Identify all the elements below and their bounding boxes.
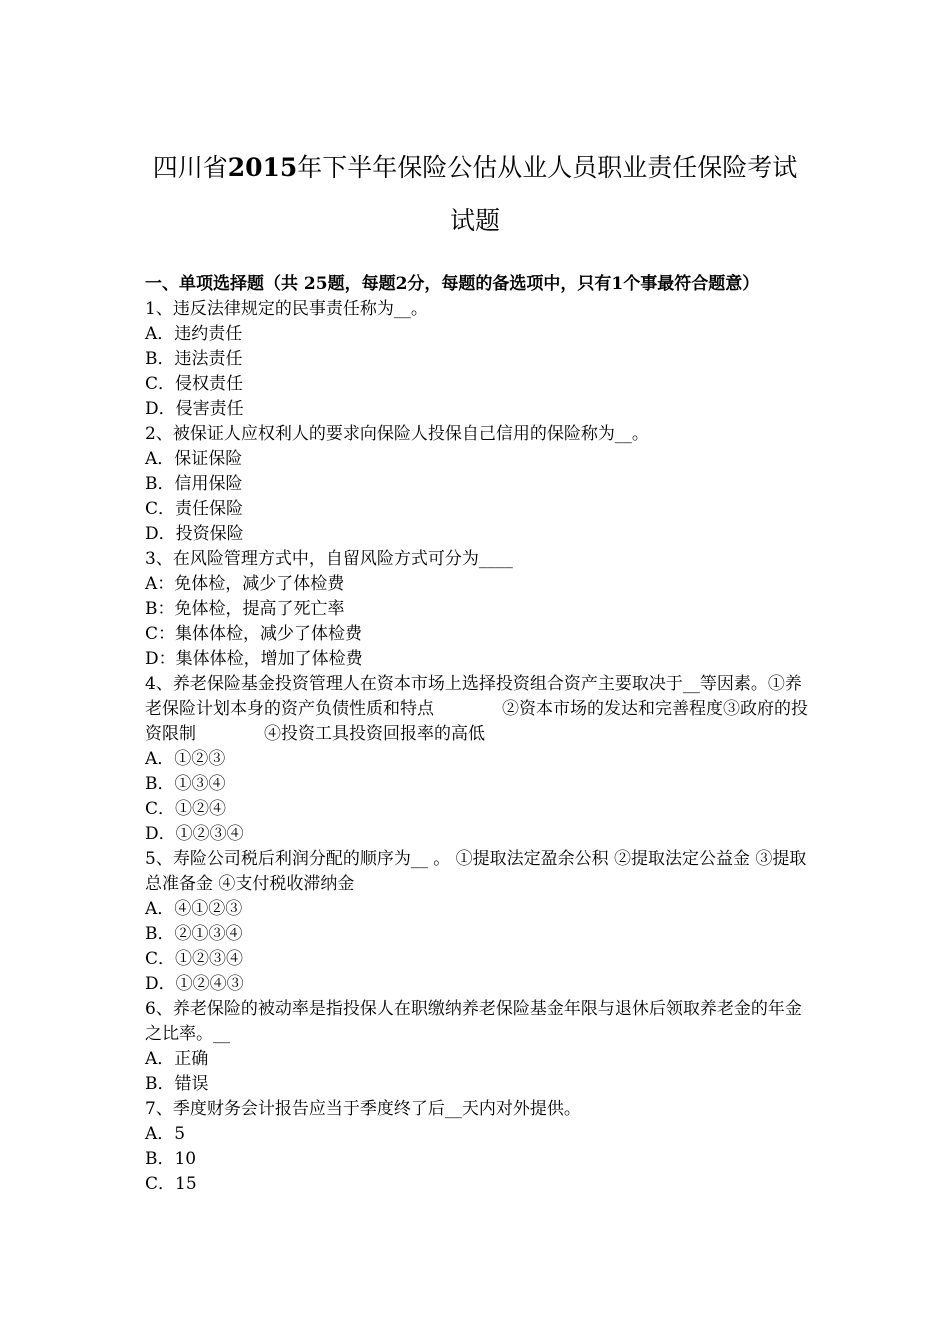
text-line: B．信用保险 xyxy=(145,474,243,494)
text-line: B．错误 xyxy=(145,1074,209,1094)
text-line: 4、养老保险基金投资管理人在资本市场上选择投资组合资产主要取决于__等因素。①养老保险计划本身的资产负债性质和特点 ②资本市场的发达和完善程度③政府的投资限制 ④投资工具投资回报率的高低 xyxy=(145,674,808,744)
text-line: D：集体体检，增加了体检费 xyxy=(145,649,363,669)
text-line: D．①②③④ xyxy=(145,824,244,844)
text-line: C．①②④ xyxy=(145,799,227,819)
text-line: B：免体检，提高了死亡率 xyxy=(145,599,345,619)
text-line: A．保证保险 xyxy=(145,449,243,469)
text-line: A．违约责任 xyxy=(145,324,243,344)
text-line: C．侵权责任 xyxy=(145,374,244,394)
text-line: A：免体检，减少了体检费 xyxy=(145,574,345,594)
section-heading: 一、单项选择题（共 25题，每题2分，每题的备选项中，只有1个事最符合题意） xyxy=(145,274,760,294)
text-line: 1、违反法律规定的民事责任称为__。 xyxy=(145,299,428,319)
text-line: 7、季度财务会计报告应当于季度终了后__天内对外提供。 xyxy=(145,1099,581,1119)
text-line: 5、寿险公司税后利润分配的顺序为__ 。 ①提取法定盈余公积 ②提取法定公益金 ③提取总准备金 ④支付税收滞纳金 xyxy=(145,849,807,894)
text-line: A．①②③ xyxy=(145,749,226,769)
text-line: B．①③④ xyxy=(145,774,226,794)
text-line: C．责任保险 xyxy=(145,499,244,519)
title-part2: 年下半年保险公估从业人员职业责任保险考试 xyxy=(297,153,798,182)
text-line: C：集体体检，减少了体检费 xyxy=(145,624,363,644)
text-line: B．违法责任 xyxy=(145,349,243,369)
text-line: B．②①③④ xyxy=(145,924,243,944)
text-line: 3、在风险管理方式中，自留风险方式可分为____ xyxy=(145,549,513,569)
text-line: C．①②③④ xyxy=(145,949,244,969)
text-line: D．侵害责任 xyxy=(145,399,244,419)
text-line: C．15 xyxy=(145,1174,197,1194)
title-year: 2015 xyxy=(227,153,298,182)
text-line: D．投资保险 xyxy=(145,524,244,544)
text-line: 6、养老保险的被动率是指投保人在职缴纳养老保险基金年限与退休后领取养老金的年金之比率。__ xyxy=(145,999,802,1044)
text-line: A．④①②③ xyxy=(145,899,243,919)
title-line2: 试题 xyxy=(449,206,500,235)
document-title xyxy=(130,148,820,241)
text-line: B．10 xyxy=(145,1149,197,1169)
text-line: A．5 xyxy=(145,1124,186,1144)
document-body xyxy=(145,272,810,1197)
title-part1: 四川省 xyxy=(152,153,228,182)
text-line: D．①②④③ xyxy=(145,974,244,994)
text-line: 2、被保证人应权利人的要求向保险人投保自己信用的保险称为__。 xyxy=(145,424,649,444)
text-line: A．正确 xyxy=(145,1049,209,1069)
